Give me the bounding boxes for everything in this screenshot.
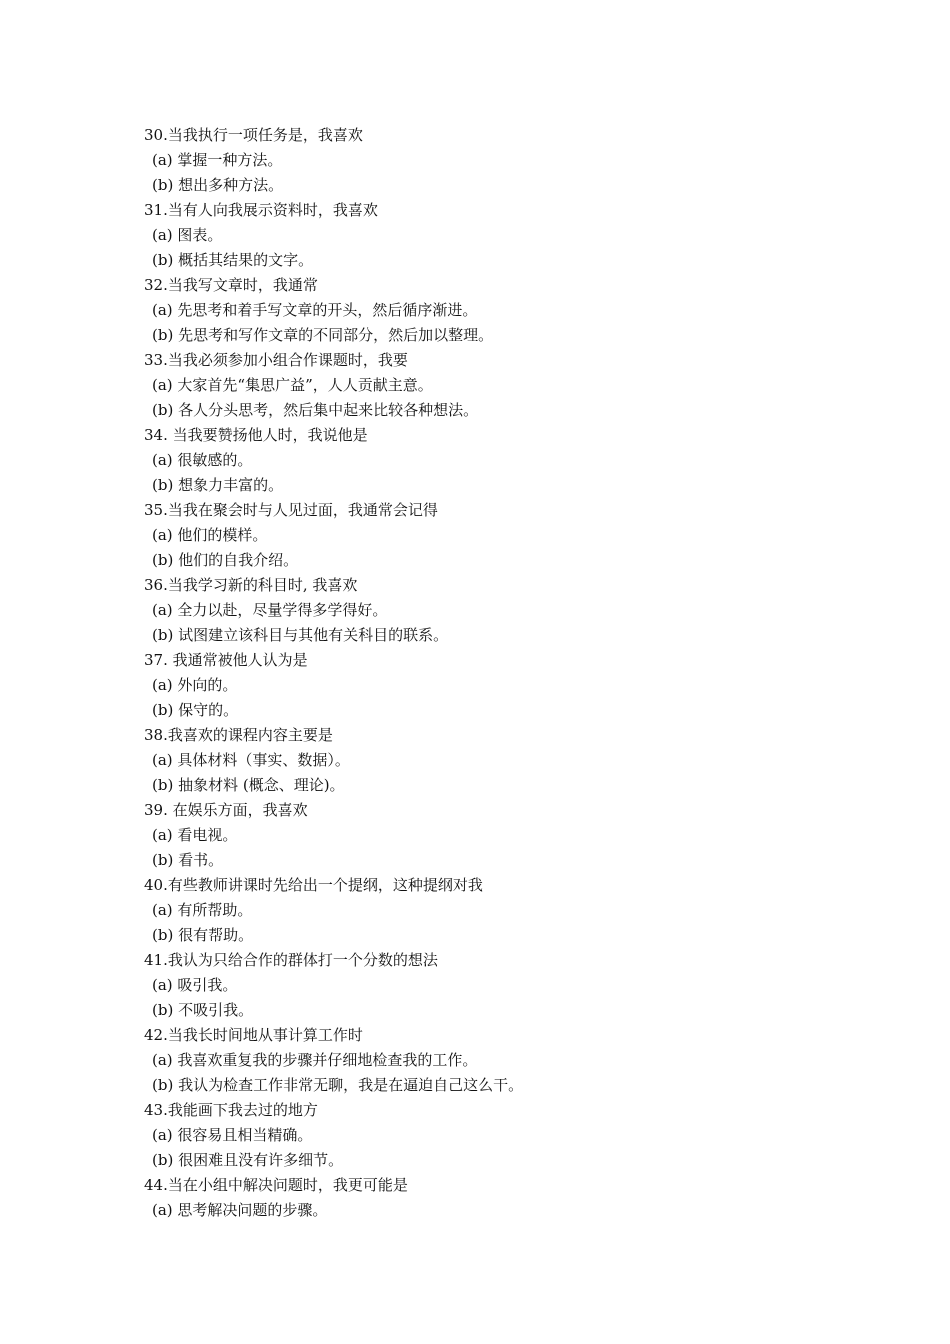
answer-option: (b) 不吸引我。 — [152, 1001, 254, 1019]
question-text: 41.我认为只给合作的群体打一个分数的想法 — [144, 951, 438, 969]
answer-option: (a) 掌握一种方法。 — [152, 151, 283, 169]
answer-option: (b) 很困难且没有许多细节。 — [152, 1151, 344, 1169]
question-text: 38.我喜欢的课程内容主要是 — [144, 726, 333, 744]
question-text: 43.我能画下我去过的地方 — [144, 1101, 318, 1119]
answer-option: (a) 具体材料（事实、数据）。 — [152, 751, 350, 769]
question-text: 36.当我学习新的科目时, 我喜欢 — [144, 576, 358, 594]
question-text: 42.当我长时间地从事计算工作时 — [144, 1026, 363, 1044]
answer-option: (b) 他们的自我介绍。 — [152, 551, 299, 569]
answer-option: (a) 大家首先“集思广益”，人人贡献主意。 — [152, 376, 433, 394]
answer-option: (a) 很敏感的。 — [152, 451, 253, 469]
answer-option: (a) 有所帮助。 — [152, 901, 253, 919]
answer-option: (a) 我喜欢重复我的步骤并仔细地检查我的工作。 — [152, 1051, 478, 1069]
question-text: 39. 在娱乐方面，我喜欢 — [144, 801, 308, 819]
answer-option: (b) 想出多种方法。 — [152, 176, 284, 194]
answer-option: (b) 抽象材料 (概念、理论)。 — [152, 776, 345, 794]
answer-option: (a) 图表。 — [152, 226, 223, 244]
answer-option: (b) 各人分头思考，然后集中起来比较各种想法。 — [152, 401, 479, 419]
question-text: 31.当有人向我展示资料时，我喜欢 — [144, 201, 378, 219]
answer-option: (b) 很有帮助。 — [152, 926, 254, 944]
answer-option: (a) 吸引我。 — [152, 976, 238, 994]
question-text: 40.有些教师讲课时先给出一个提纲，这种提纲对我 — [144, 876, 483, 894]
answer-option: (b) 想象力丰富的。 — [152, 476, 284, 494]
answer-option: (b) 看书。 — [152, 851, 224, 869]
answer-option: (b) 概括其结果的文字。 — [152, 251, 314, 269]
answer-option: (b) 保守的。 — [152, 701, 239, 719]
answer-option: (a) 思考解决问题的步骤。 — [152, 1201, 328, 1219]
answer-option: (a) 全力以赴，尽量学得多学得好。 — [152, 601, 388, 619]
question-text: 34. 当我要赞扬他人时，我说他是 — [144, 426, 368, 444]
question-text: 33.当我必须参加小组合作课题时，我要 — [144, 351, 408, 369]
question-text: 32.当我写文章时，我通常 — [144, 276, 318, 294]
answer-option: (a) 很容易且相当精确。 — [152, 1126, 313, 1144]
answer-option: (a) 外向的。 — [152, 676, 238, 694]
answer-option: (b) 先思考和写作文章的不同部分，然后加以整理。 — [152, 326, 494, 344]
answer-option: (a) 先思考和着手写文章的开头，然后循序渐进。 — [152, 301, 478, 319]
answer-option: (a) 看电视。 — [152, 826, 238, 844]
question-text: 30.当我执行一项任务是，我喜欢 — [144, 126, 363, 144]
question-text: 37. 我通常被他人认为是 — [144, 651, 308, 669]
answer-option: (a) 他们的模样。 — [152, 526, 268, 544]
question-text: 35.当我在聚会时与人见过面，我通常会记得 — [144, 501, 438, 519]
question-text: 44.当在小组中解决问题时，我更可能是 — [144, 1176, 408, 1194]
answer-option: (b) 试图建立该科目与其他有关科目的联系。 — [152, 626, 449, 644]
questionnaire — [144, 123, 844, 1223]
answer-option: (b) 我认为检查工作非常无聊，我是在逼迫自己这么干。 — [152, 1076, 524, 1094]
